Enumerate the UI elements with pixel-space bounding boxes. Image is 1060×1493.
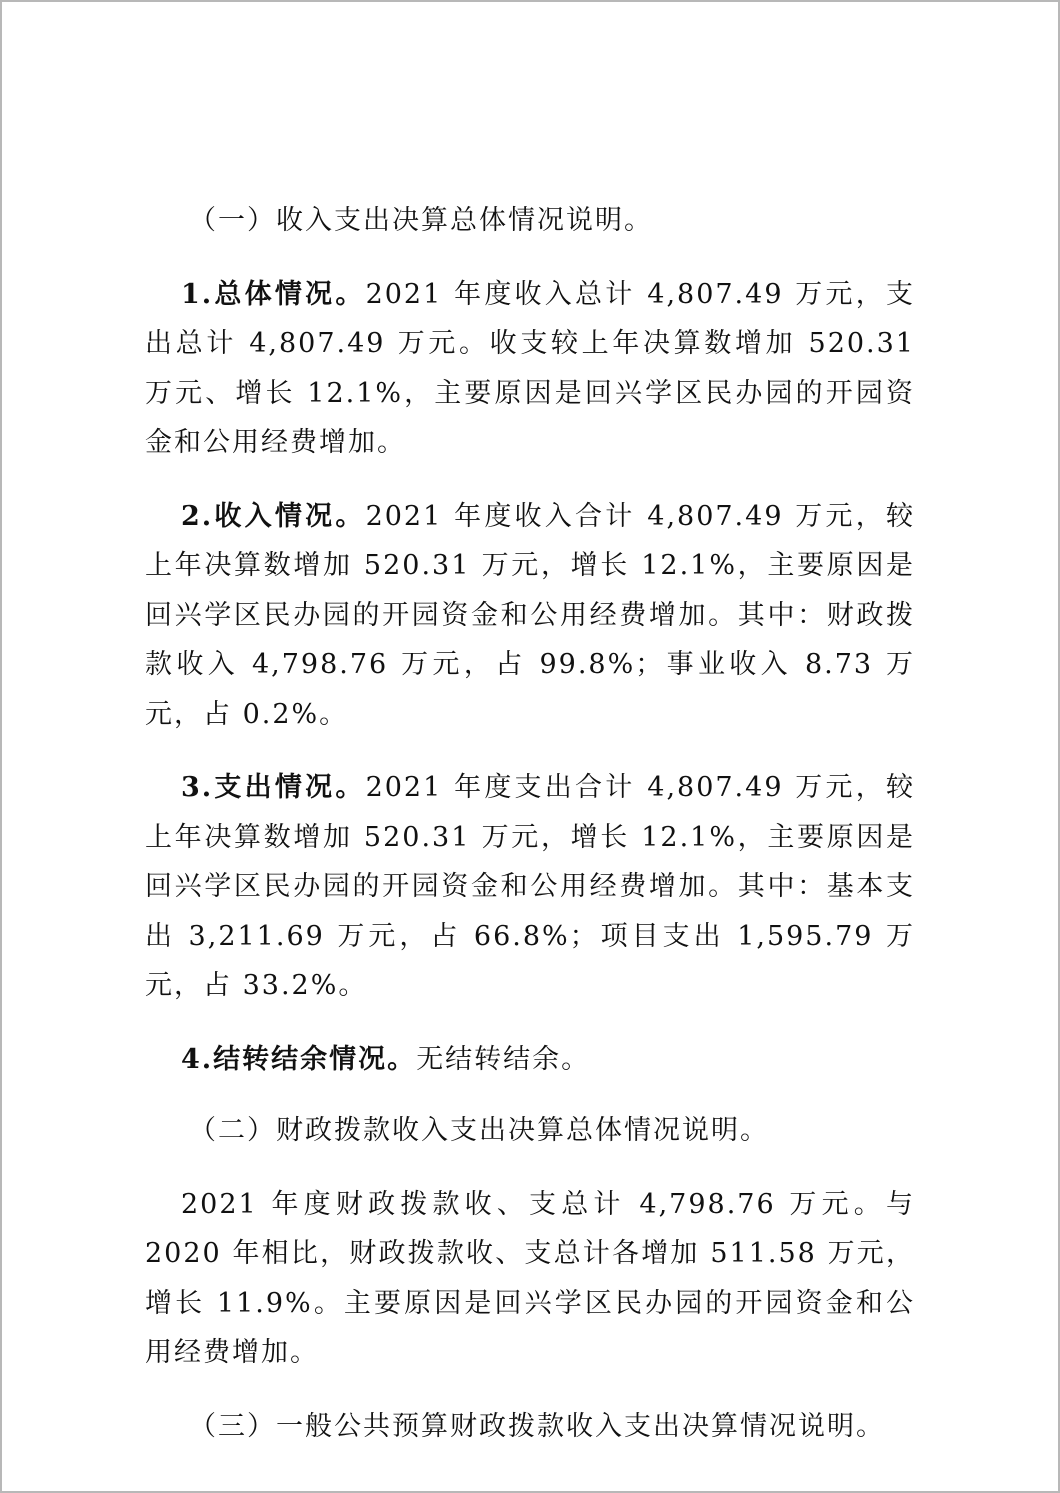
paragraph-carryover-lead: 4.结转结余情况。	[181, 1043, 417, 1075]
paragraph-income	[145, 492, 915, 740]
paragraph-income-lead: 2.收入情况。	[181, 500, 366, 532]
paragraph-section-2	[145, 1180, 915, 1378]
paragraph-overall	[145, 270, 915, 468]
section-heading-2-text: （二）财政拨款收入支出决算总体情况说明。	[189, 1115, 769, 1146]
section-heading-1	[145, 196, 915, 246]
document-body	[145, 196, 915, 1451]
section-heading-3-text: （三）一般公共预算财政拨款收入支出决算情况说明。	[189, 1410, 885, 1442]
section-heading-1-text: （一）收入支出决算总体情况说明。	[189, 205, 653, 236]
paragraph-expense-lead: 3.支出情况。	[181, 772, 366, 803]
section-heading-2	[145, 1106, 915, 1156]
paragraph-expense	[145, 763, 915, 1011]
paragraph-carryover-text: 无结转结余。	[416, 1043, 591, 1075]
paragraph-income-text: 2021 年度收入合计 4,807.49 万元，较上年决算数增加 520.31 万元，增长 12.1%，主要原因是回兴学区民办园的开园资金和公用经费增加。其中：财政拨款收入 4,798.76 万元，占 99.8%；事业收入 8.73 万元，占 0.2%。	[145, 500, 915, 730]
paragraph-overall-text: 2021 年度收入总计 4,807.49 万元，支出总计 4,807.49 万元。收支较上年决算数增加 520.31 万元、增长 12.1%，主要原因是回兴学区民办园的开园资金和公用经费增加。	[145, 278, 915, 458]
paragraph-expense-text: 2021 年度支出合计 4,807.49 万元，较上年决算数增加 520.31 万元，增长 12.1%，主要原因是回兴学区民办园的开园资金和公用经费增加。其中：基本支出 3,211.69 万元，占 66.8%；项目支出 1,595.79 万元，占 33.2%。	[145, 772, 915, 1001]
paragraph-carryover	[145, 1035, 915, 1085]
paragraph-section-2-text: 2021 年度财政拨款收、支总计 4,798.76 万元。与 2020 年相比，财政拨款收、支总计各增加 511.58 万元，增长 11.9%。主要原因是回兴学区民办园的开园资金和公用经费增加。	[145, 1188, 915, 1368]
section-heading-3	[145, 1402, 915, 1452]
paragraph-overall-lead: 1.总体情况。	[181, 278, 366, 310]
